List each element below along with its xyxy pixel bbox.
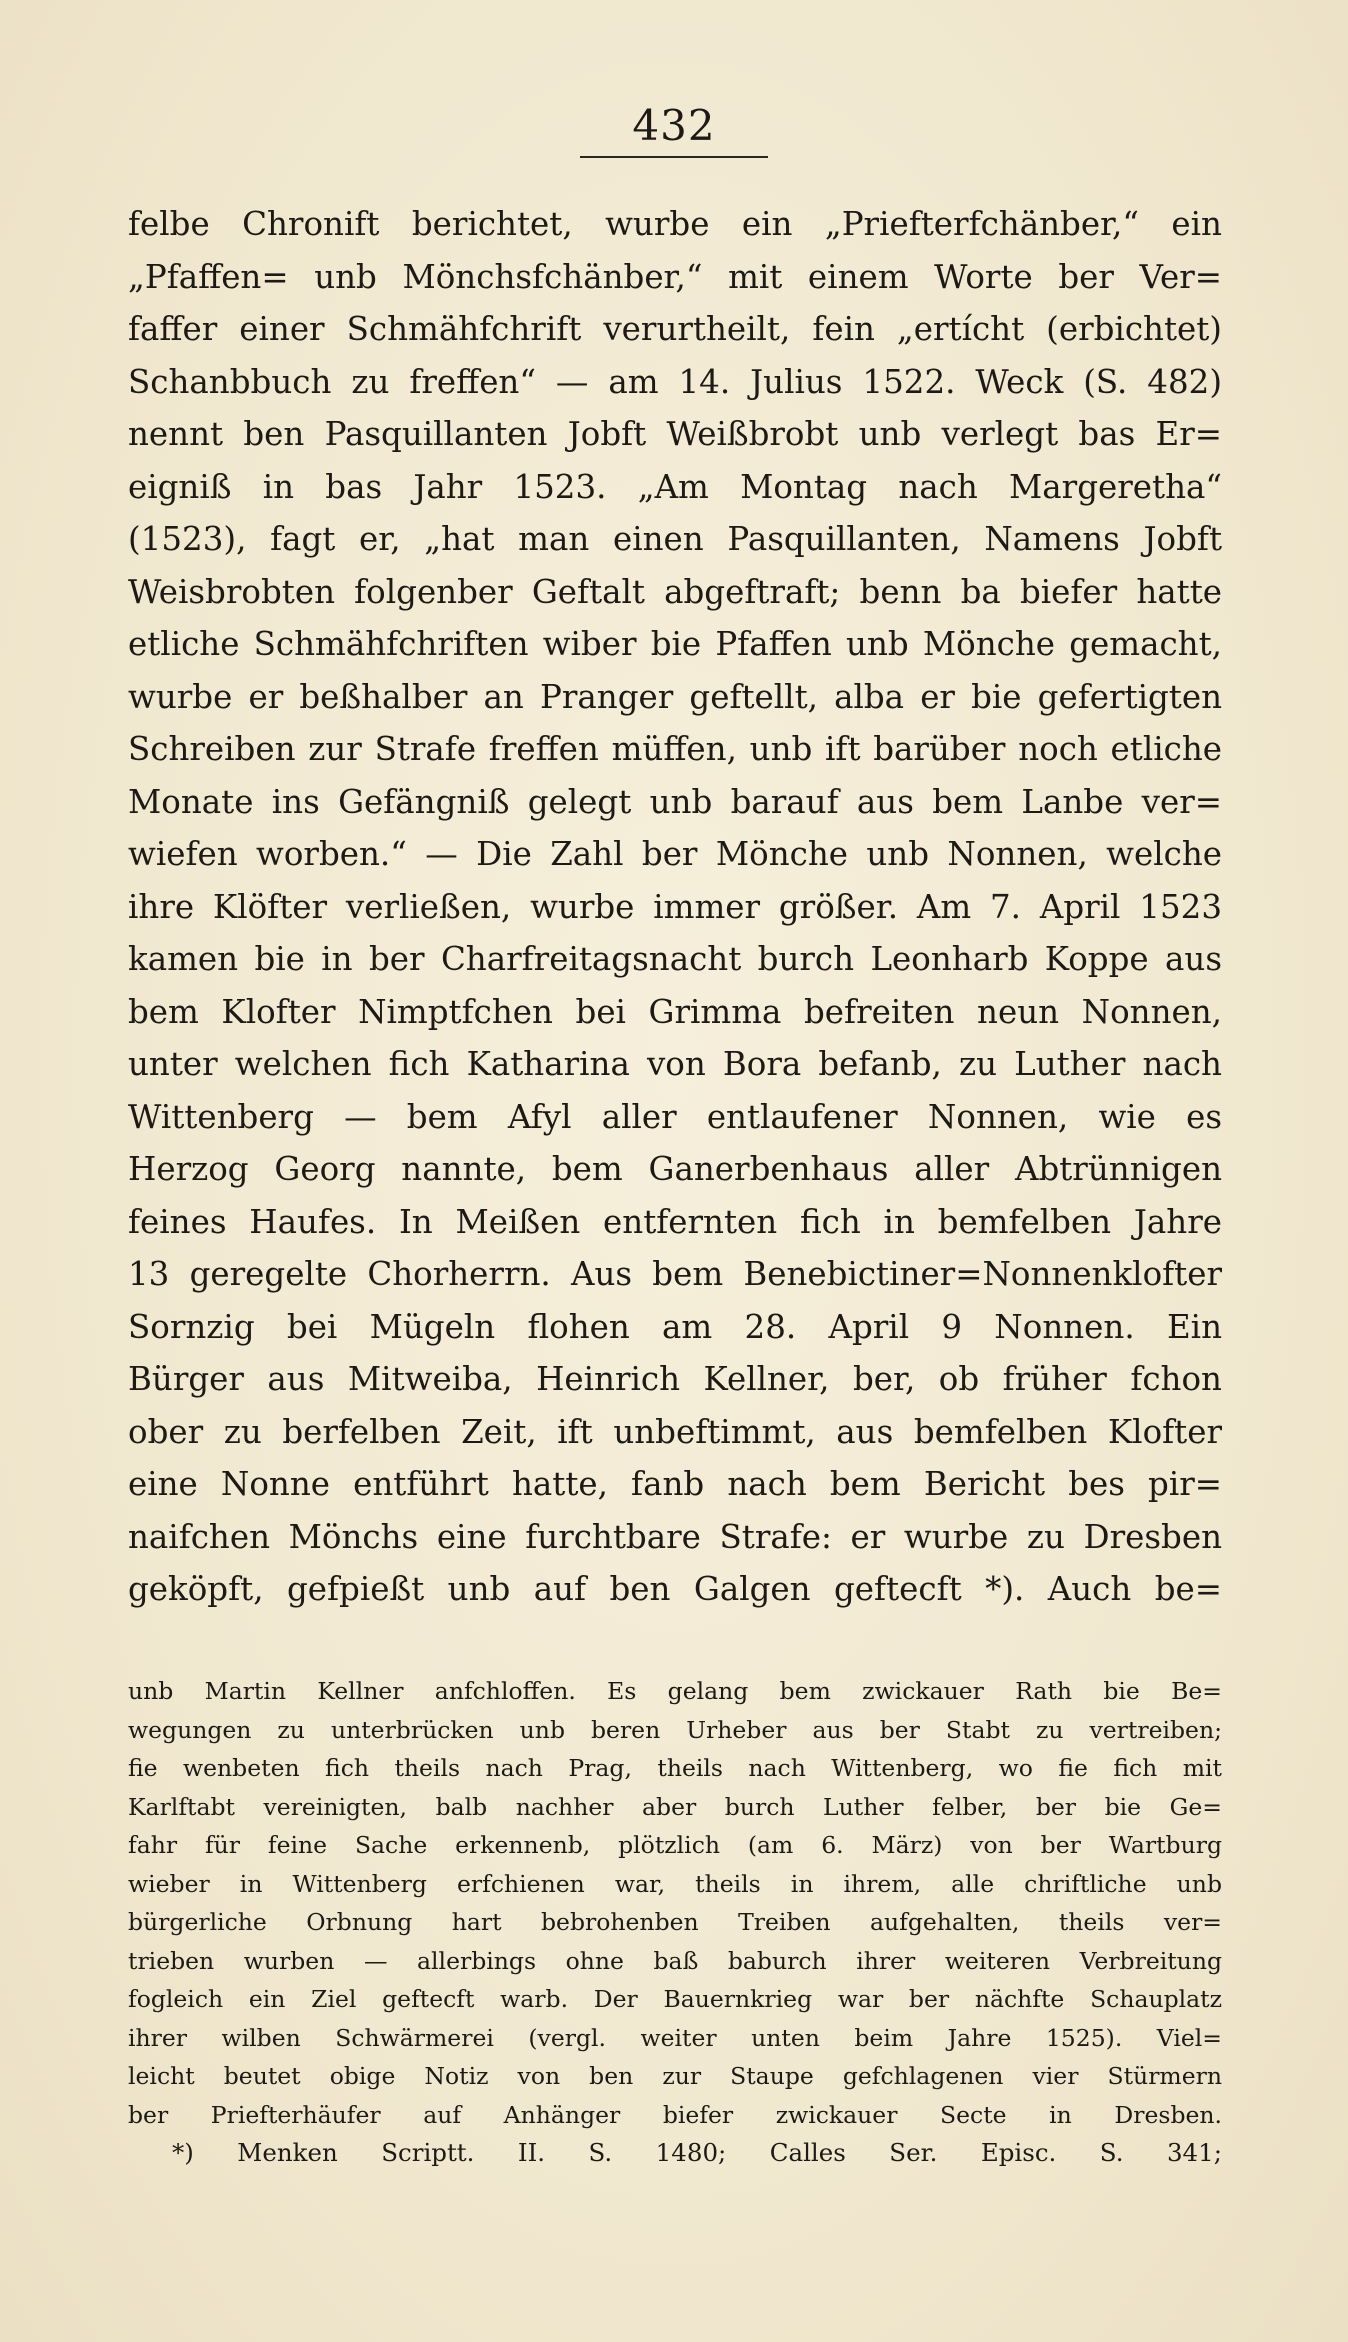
- footnote-line: leicht beutet obige Notiz von ben zur Staupe gefchlagenen vier Stürmern: [128, 2062, 1222, 2090]
- footnote-line: wegungen zu unterbrücken unb beren Urheber aus ber Stabt zu vertreiben;: [128, 1715, 1222, 1744]
- text-line: Wittenberg — bem Afyl aller entlaufener Nonnen, wie es: [128, 1097, 1222, 1136]
- text-line: kamen bie in ber Charfreitagsnacht burch Leonharb Koppe aus: [128, 940, 1222, 978]
- text-line: 13 geregelte Chorherrn. Aus bem Benebictiner=Nonnenklofter: [128, 1255, 1222, 1293]
- footnote-line: Karlftabt vereinigten, balb nachher aber burch Luther felber, ber bie Ge=: [128, 1792, 1222, 1821]
- text-line: Schanbbuch zu freffen“ — am 14. Julius 1522. Weck (S. 482): [128, 362, 1222, 401]
- text-line: faffer einer Schmähfchrift verurtheilt, fein „ertícht (erbichtet): [128, 310, 1222, 348]
- text-line: naifchen Mönchs eine furchtbare Strafe: er wurbe zu Dresben: [128, 1517, 1222, 1556]
- text-line: wurbe er beßhalber an Pranger geftellt, alba er bie gefertigten: [128, 677, 1222, 716]
- text-line: (1523), fagt er, „hat man einen Pasquillanten, Namens Jobft: [128, 520, 1222, 558]
- page-number-rule: [580, 156, 768, 158]
- text-line: etliche Schmähfchriften wiber bie Pfaffen unb Mönche gemacht,: [128, 625, 1222, 663]
- footnote-line: unb Martin Kellner anfchloffen. Es gelang bem zwickauer Rath bie Be=: [128, 1677, 1222, 1705]
- text-line: Monate ins Gefängniß gelegt unb barauf aus bem Lanbe ver=: [128, 782, 1222, 821]
- footnote-line: fogleich ein Ziel geftecft warb. Der Bauernkrieg war ber nächfte Schauplatz: [128, 1985, 1222, 2013]
- footnote-line: wieber in Wittenberg erfchienen war, theils in ihrem, alle chriftliche unb: [128, 1869, 1222, 1898]
- page-number: 432: [632, 101, 716, 150]
- text-line: nennt ben Pasquillanten Jobft Weißbrobt unb verlegt bas Er=: [128, 415, 1222, 453]
- text-line: bem Klofter Nimptfchen bei Grimma befreiten neun Nonnen,: [128, 992, 1222, 1031]
- text-line: Bürger aus Mitweiba, Heinrich Kellner, ber, ob früher fchon: [128, 1360, 1222, 1398]
- footnote-line: trieben wurben — allerbings ohne baß baburch ihrer weiteren Verbreitung: [128, 1946, 1222, 1975]
- text-line: Sornzig bei Mügeln flohen am 28. April 9 Nonnen. Ein: [128, 1307, 1222, 1346]
- footnote-line: ber Priefterhäufer auf Anhänger biefer zwickauer Secte in Dresben.: [128, 2100, 1222, 2129]
- text-line: ober zu berfelben Zeit, ift unbeftimmt, aus bemfelben Klofter: [128, 1412, 1222, 1451]
- main-text-block: [128, 198, 1222, 1616]
- text-line: wiefen worben.“ — Die Zahl ber Mönche unb Nonnen, welche: [128, 835, 1222, 873]
- footnote-line: fahr für feine Sache erkennenb, plötzlich (am 6. März) von ber Wartburg: [128, 1831, 1222, 1859]
- text-line: Schreiben zur Strafe freffen müffen, unb ift barüber noch etliche: [128, 730, 1222, 768]
- footnote-line: ihrer wilben Schwärmerei (vergl. weiter unten beim Jahre 1525). Viel=: [128, 2023, 1222, 2052]
- text-line: ihre Klöfter verließen, wurbe immer größer. Am 7. April 1523: [128, 887, 1222, 926]
- footnote-block: [128, 1672, 1222, 2173]
- text-line: unter welchen fich Katharina von Bora befanb, zu Luther nach: [128, 1045, 1222, 1083]
- text-line: eine Nonne entführt hatte, fanb nach bem Bericht bes pir=: [128, 1465, 1222, 1503]
- text-line: eigniß in bas Jahr 1523. „Am Montag nach Margeretha“: [128, 467, 1222, 506]
- footnote-line: bürgerliche Orbnung hart bebrohenben Treiben aufgehalten, theils ver=: [128, 1908, 1222, 1936]
- text-line: Herzog Georg nannte, bem Ganerbenhaus aller Abtrünnigen: [128, 1150, 1222, 1188]
- text-line: feines Haufes. In Meißen entfernten fich in bemfelben Jahre: [128, 1202, 1222, 1241]
- text-line: geköpft, gefpießt unb auf ben Galgen geftecft *). Auch be=: [128, 1570, 1222, 1608]
- text-line: „Pfaffen= unb Mönchsfchänber,“ mit einem Worte ber Ver=: [128, 257, 1222, 296]
- footnote-reference: *) Menken Scriptt. II. S. 1480; Calles Ser. Episc. S. 341;: [172, 2138, 1222, 2167]
- text-line: Weisbrobten folgenber Geftalt abgeftraft; benn ba biefer hatte: [128, 572, 1222, 611]
- footnote-line: fie wenbeten fich theils nach Prag, theils nach Wittenberg, wo fie fich mit: [128, 1754, 1222, 1782]
- text-line: felbe Chronift berichtet, wurbe ein „Priefterfchänber,“ ein: [128, 205, 1222, 243]
